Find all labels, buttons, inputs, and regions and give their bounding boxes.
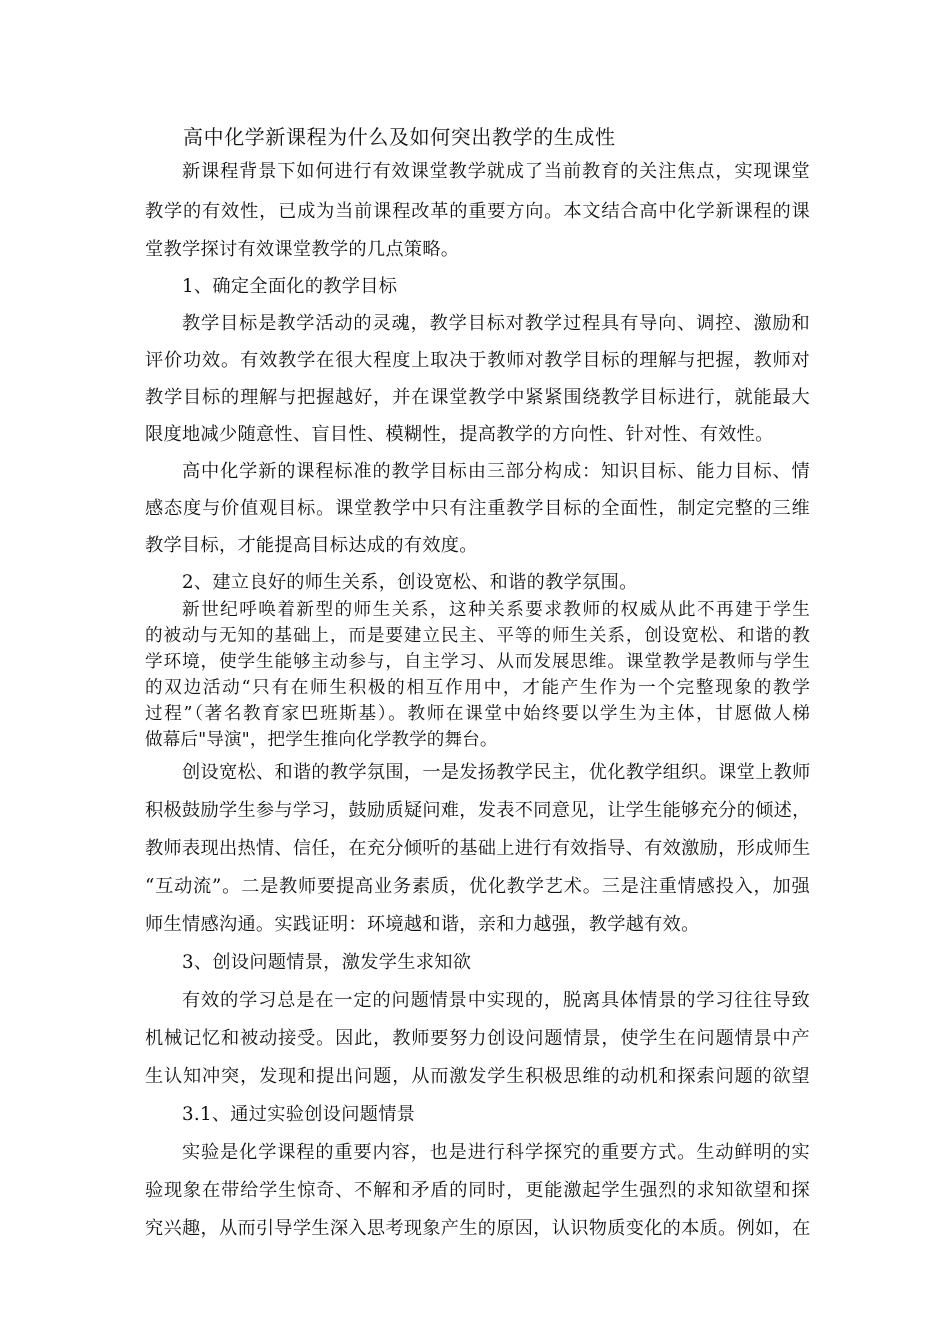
paragraph-line: 教学目标是教学活动的灵魂，教学目标对教学过程具有导向、调控、激励和: [182, 313, 810, 334]
paragraph-line: 教学目标的理解与把握越好，并在课堂教学中紧紧围绕教学目标进行，就能最大: [145, 387, 810, 408]
paragraph-line: 机械记忆和被动接受。因此，教师要努力创设问题情景，使学生在问题情景中产: [145, 1028, 810, 1049]
paragraph-line: 的双边活动“只有在师生积极的相互作用中，才能产生作为一个完整现象的教学: [145, 678, 810, 698]
section-heading: 3、创设问题情景，激发学生求知欲: [182, 952, 472, 973]
paragraph-line: 师生情感沟通。实践证明：环境越和谐，亲和力越强，教学越有效。: [145, 914, 700, 935]
paragraph-line: “互动流”。二是教师要提高业务素质，优化教学艺术。三是注重情感投入，加强: [145, 876, 810, 897]
paragraph-line: 积极鼓励学生参与学习，鼓励质疑问难，发表不同意见，让学生能够充分的倾述，: [145, 800, 811, 821]
paragraph-line: 究兴趣，从而引导学生深入思考现象产生的原因，认识物质变化的本质。例如，在: [145, 1218, 811, 1239]
paragraph-line: 验现象在带给学生惊奇、不解和矛盾的同时，更能激起学生强烈的求知欲望和探: [145, 1180, 810, 1201]
paragraph-line: 新课程背景下如何进行有效课堂教学就成了当前教育的关注焦点，实现课堂: [182, 161, 810, 182]
paragraph-line: 过程”（著名教育家巴班斯基）。教师在课堂中始终要以学生为主体，甘愿做人梯: [145, 704, 810, 724]
paragraph-line: 教学目标，才能提高目标达成的有效度。: [145, 535, 478, 556]
paragraph-line: 教师表现出热情、信任，在充分倾听的基础上进行有效指导、有效激励，形成师生: [145, 838, 811, 859]
paragraph-line: 有效的学习总是在一定的问题情景中实现的，脱离具体情景的学习往往导致: [182, 990, 810, 1011]
paragraph-line: 实验是化学课程的重要内容，也是进行科学探究的重要方式。生动鲜明的实: [182, 1142, 810, 1163]
paragraph-line: 堂教学探讨有效课堂教学的几点策略。: [145, 239, 460, 260]
paragraph-line: 做幕后"导演"，把学生推向化学教学的舞台。: [145, 730, 498, 750]
paragraph-line: 感态度与价值观目标。课堂教学中只有注重教学目标的全面性，制定完整的三维: [145, 498, 810, 519]
paragraph-line: 限度地减少随意性、盲目性、模糊性，提高教学的方向性、针对性、有效性。: [145, 424, 774, 445]
paragraph-line: 教学的有效性，已成为当前课程改革的重要方向。本文结合高中化学新课程的课: [145, 201, 810, 222]
section-heading: 1、确定全面化的教学目标: [182, 276, 398, 297]
paragraph-line: 生认知冲突，发现和提出问题，从而激发学生积极思维的动机和探索问题的欲望: [145, 1066, 810, 1087]
paragraph-line: 评价功效。有效教学在很大程度上取决于教师对教学目标的理解与把握，教师对: [145, 350, 810, 371]
document-title: 高中化学新课程为什么及如何突出教学的生成性: [183, 125, 616, 149]
paragraph-line: 创设宽松、和谐的教学氛围，一是发扬教学民主，优化教学组织。课堂上教师: [182, 762, 811, 783]
section-heading: 2、建立良好的师生关系，创设宽松、和谐的教学氛围。: [182, 572, 638, 593]
paragraph-line: 高中化学新的课程标准的教学目标由三部分构成：知识目标、能力目标、情: [182, 461, 810, 482]
paragraph-line: 学环境，使学生能够主动参与，自主学习、从而发展思维。课堂教学是教师与学生: [145, 652, 810, 672]
paragraph-line: 的被动与无知的基础上，而是要建立民主、平等的师生关系，创设宽松、和谐的教: [145, 626, 810, 646]
subsection-heading: 3.1、通过实验创设问题情景: [182, 1104, 416, 1125]
paragraph-line: 新世纪呼唤着新型的师生关系，这种关系要求教师的权威从此不再建于学生: [182, 600, 810, 620]
